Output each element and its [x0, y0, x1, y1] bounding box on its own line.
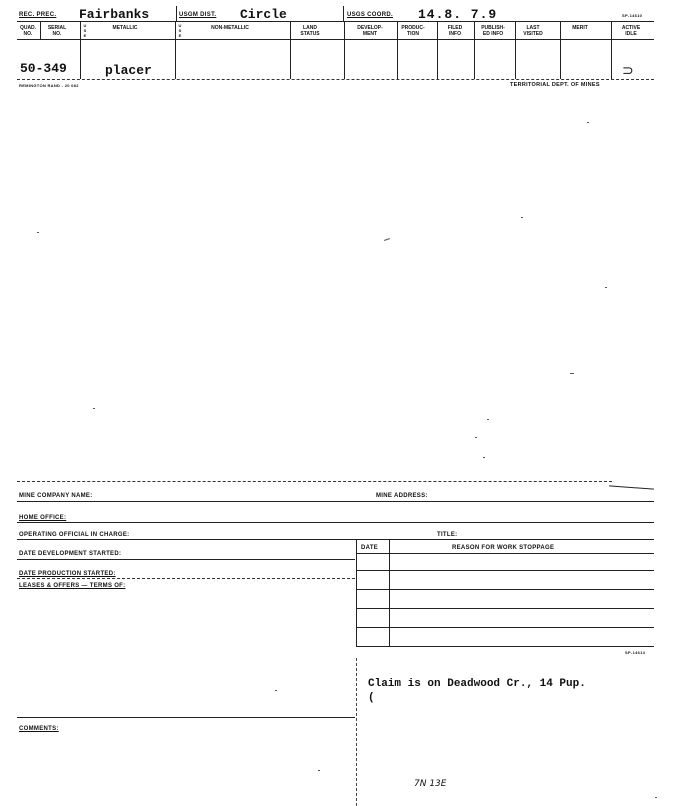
footer-right-dept: TERRITORIAL DEPT. OF MINES: [510, 82, 600, 88]
col-use-2: U S E: [178, 23, 182, 38]
usgs-coord-label: USGS COORD.: [347, 12, 393, 18]
rec-prec-label: REC. PREC.: [19, 12, 57, 18]
operating-official-label: OPERATING OFFICIAL IN CHARGE:: [19, 532, 130, 538]
mine-company-name-label: MINE COMPANY NAME:: [19, 493, 93, 499]
form-code: SP-14610: [622, 13, 643, 18]
date-production-started-label: DATE PRODUCTION STARTED:: [19, 571, 116, 577]
form-code-2: SP-14614: [625, 650, 646, 655]
mine-address-label: MINE ADDRESS:: [376, 493, 428, 499]
claim-note-paren: (: [368, 692, 375, 704]
usgm-dist-label: USGM DIST.: [179, 12, 217, 18]
date-development-started-label: DATE DEVELOPMENT STARTED:: [19, 551, 122, 557]
col-merit: MERIT: [572, 25, 588, 31]
title-label: TITLE:: [437, 532, 458, 538]
col-filed-info: FILED INFO: [447, 25, 463, 37]
col-last-visited: LAST VISITED: [523, 25, 543, 37]
entry-serial: 50-349: [20, 61, 67, 76]
col-metallic: METALLIC: [112, 25, 138, 31]
stoppage-reason-header: REASON FOR WORK STOPPAGE: [452, 545, 555, 551]
footer-left-code: REMINGTON RAND - 20 082: [19, 83, 79, 88]
stoppage-date-header: DATE: [361, 545, 379, 551]
col-active-idle: ACTIVE IDLE: [621, 25, 641, 37]
col-production: PRODUC- TION: [401, 25, 425, 37]
usgs-coord-value: 14.8. 7.9: [418, 7, 498, 22]
col-development: DEVELOP- MENT: [357, 25, 383, 37]
active-idle-mark: ⊃: [622, 62, 634, 78]
claim-note: Claim is on Deadwood Cr., 14 Pup.: [368, 678, 586, 690]
col-published-info: PUBLISH- ED INFO: [481, 25, 505, 37]
col-use-1: U S E: [83, 23, 87, 38]
home-office-label: HOME OFFICE:: [19, 515, 67, 521]
top-rule: [17, 21, 654, 22]
col-quad-no: QUAD. NO.: [19, 25, 37, 37]
col-non-metallic: NON-METALLIC: [211, 25, 249, 31]
rec-prec-value: Fairbanks: [79, 7, 150, 22]
usgm-dist-value: Circle: [240, 7, 287, 22]
col-land-status: LAND STATUS: [300, 25, 320, 37]
comments-label: COMMENTS:: [19, 726, 59, 732]
col-serial-no: SERIAL NO.: [47, 25, 67, 37]
handwritten-code: 7N 13E: [414, 779, 447, 789]
leases-offers-label: LEASES & OFFERS — TERMS OF:: [19, 583, 126, 589]
entry-row-bottom-rule: [17, 79, 654, 80]
entry-metallic: placer: [105, 63, 152, 78]
